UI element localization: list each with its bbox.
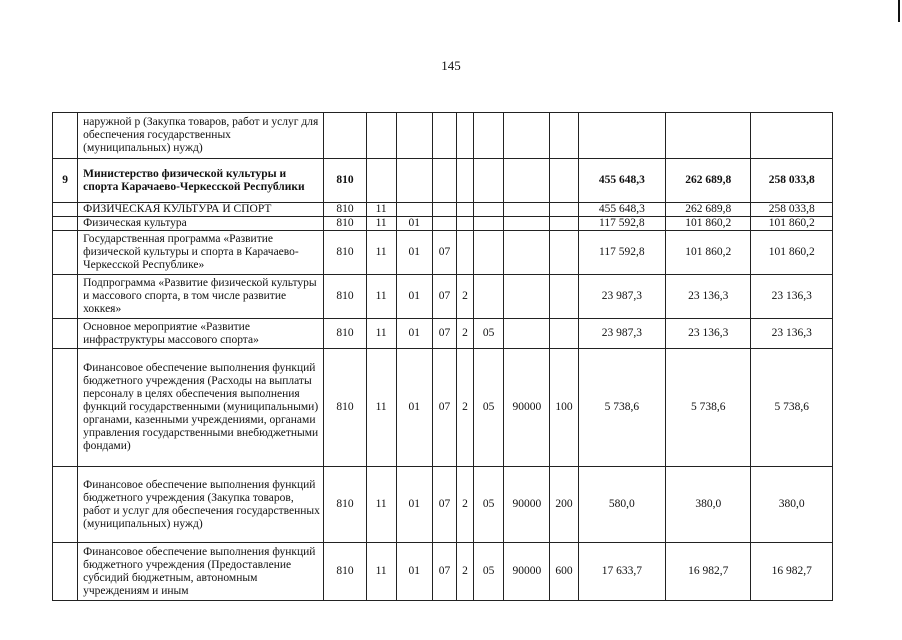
direction-code-cell: 90000 (504, 349, 550, 467)
row-name-cell: Подпрограмма «Развитие физической культуры и массового спорта, в том числе развитие хоккея» (78, 275, 324, 319)
measure-code-cell (474, 231, 504, 275)
subprogram-code-cell: 2 (457, 319, 474, 349)
amount-year3-cell: 258 033,8 (751, 203, 833, 217)
subprogram-code-cell (457, 113, 474, 159)
row-name-cell: наружной р (Закупка товаров, работ и услуг для обеспечения государственных (муниципальных) нужд) (78, 113, 324, 159)
measure-code-cell: 05 (474, 349, 504, 467)
subprogram-code-cell: 2 (457, 349, 474, 467)
table-row (53, 231, 833, 275)
amount-year2-cell (666, 113, 751, 159)
subsection-code-cell: 01 (396, 467, 432, 543)
row-name-cell: Физическая культура (78, 217, 324, 231)
subprogram-code-cell: 2 (457, 543, 474, 601)
subsection-code-cell: 01 (396, 275, 432, 319)
grbs-code-cell: 810 (324, 203, 366, 217)
section-code-cell: 11 (366, 543, 396, 601)
measure-code-cell: 05 (474, 319, 504, 349)
program-code-cell (432, 159, 456, 203)
amount-year1-cell: 17 633,7 (578, 543, 665, 601)
table-row (53, 543, 833, 601)
table-row (53, 319, 833, 349)
subsection-code-cell: 01 (396, 231, 432, 275)
subsection-code-cell: 01 (396, 217, 432, 231)
amount-year2-cell: 101 860,2 (666, 217, 751, 231)
section-code-cell: 11 (366, 319, 396, 349)
section-code-cell: 11 (366, 467, 396, 543)
measure-code-cell (474, 203, 504, 217)
expense-type-cell (550, 159, 578, 203)
grbs-code-cell: 810 (324, 159, 366, 203)
amount-year2-cell: 23 136,3 (666, 275, 751, 319)
table-row (53, 217, 833, 231)
subprogram-code-cell (457, 203, 474, 217)
row-number-cell (53, 349, 78, 467)
direction-code-cell: 90000 (504, 543, 550, 601)
measure-code-cell (474, 275, 504, 319)
amount-year2-cell: 262 689,8 (666, 159, 751, 203)
expense-type-cell (550, 217, 578, 231)
row-number-cell (53, 543, 78, 601)
program-code-cell: 07 (432, 275, 456, 319)
subprogram-code-cell (457, 217, 474, 231)
row-name-cell: Финансовое обеспечение выполнения функций бюджетного учреждения (Расходы на выплаты персоналу в целях обеспечения выполнения функций государственными (муниципальными) органами, казенными учреждениями, органами управления государственными внебюджетными фондами) (78, 349, 324, 467)
grbs-code-cell: 810 (324, 467, 366, 543)
amount-year1-cell: 117 592,8 (578, 231, 665, 275)
scan-edge-mark (898, 0, 900, 22)
amount-year1-cell: 23 987,3 (578, 319, 665, 349)
grbs-code-cell: 810 (324, 349, 366, 467)
amount-year1-cell (578, 113, 665, 159)
program-code-cell: 07 (432, 467, 456, 543)
row-number-cell (53, 319, 78, 349)
row-number-cell (53, 217, 78, 231)
table-row (53, 349, 833, 467)
program-code-cell: 07 (432, 349, 456, 467)
amount-year2-cell: 380,0 (666, 467, 751, 543)
amount-year2-cell: 262 689,8 (666, 203, 751, 217)
program-code-cell (432, 217, 456, 231)
section-code-cell: 11 (366, 275, 396, 319)
table-row (53, 203, 833, 217)
subsection-code-cell: 01 (396, 319, 432, 349)
direction-code-cell: 90000 (504, 467, 550, 543)
row-number-cell (53, 275, 78, 319)
expense-type-cell (550, 203, 578, 217)
table-row (53, 467, 833, 543)
table-row (53, 275, 833, 319)
amount-year3-cell: 23 136,3 (751, 275, 833, 319)
row-name-cell: Основное мероприятие «Развитие инфраструктуры массового спорта» (78, 319, 324, 349)
direction-code-cell (504, 159, 550, 203)
row-number-cell: 9 (53, 159, 78, 203)
amount-year1-cell: 117 592,8 (578, 217, 665, 231)
subsection-code-cell: 01 (396, 543, 432, 601)
program-code-cell (432, 203, 456, 217)
amount-year3-cell: 5 738,6 (751, 349, 833, 467)
row-number-cell (53, 113, 78, 159)
direction-code-cell (504, 113, 550, 159)
amount-year3-cell: 23 136,3 (751, 319, 833, 349)
amount-year1-cell: 23 987,3 (578, 275, 665, 319)
grbs-code-cell: 810 (324, 231, 366, 275)
direction-code-cell (504, 275, 550, 319)
amount-year3-cell: 101 860,2 (751, 217, 833, 231)
amount-year1-cell: 580,0 (578, 467, 665, 543)
measure-code-cell: 05 (474, 467, 504, 543)
amount-year2-cell: 101 860,2 (666, 231, 751, 275)
grbs-code-cell: 810 (324, 275, 366, 319)
row-name-cell: ФИЗИЧЕСКАЯ КУЛЬТУРА И СПОРТ (78, 203, 324, 217)
expense-type-cell: 600 (550, 543, 578, 601)
program-code-cell: 07 (432, 543, 456, 601)
grbs-code-cell: 810 (324, 543, 366, 601)
row-name-cell: Финансовое обеспечение выполнения функций бюджетного учреждения (Предоставление субсидий бюджетным, автономным учреждениям и иным (78, 543, 324, 601)
subsection-code-cell: 01 (396, 349, 432, 467)
row-number-cell (53, 203, 78, 217)
expense-type-cell (550, 275, 578, 319)
table-row (53, 159, 833, 203)
row-number-cell (53, 467, 78, 543)
subsection-code-cell (396, 203, 432, 217)
measure-code-cell (474, 159, 504, 203)
grbs-code-cell (324, 113, 366, 159)
section-code-cell (366, 159, 396, 203)
page-number: 145 (441, 58, 461, 73)
measure-code-cell (474, 113, 504, 159)
section-code-cell: 11 (366, 217, 396, 231)
amount-year1-cell: 5 738,6 (578, 349, 665, 467)
row-name-cell: Государственная программа «Развитие физической культуры и спорта в Карачаево-Черкесской Республике» (78, 231, 324, 275)
amount-year2-cell: 5 738,6 (666, 349, 751, 467)
expense-type-cell: 200 (550, 467, 578, 543)
subsection-code-cell (396, 113, 432, 159)
measure-code-cell: 05 (474, 543, 504, 601)
amount-year2-cell: 16 982,7 (666, 543, 751, 601)
subprogram-code-cell: 2 (457, 467, 474, 543)
section-code-cell: 11 (366, 203, 396, 217)
expense-type-cell (550, 113, 578, 159)
amount-year3-cell: 16 982,7 (751, 543, 833, 601)
amount-year1-cell: 455 648,3 (578, 203, 665, 217)
row-name-cell: Министерство физической культуры и спорта Карачаево-Черкесской Республики (78, 159, 324, 203)
subsection-code-cell (396, 159, 432, 203)
expense-type-cell: 100 (550, 349, 578, 467)
section-code-cell: 11 (366, 231, 396, 275)
expense-type-cell (550, 319, 578, 349)
budget-table (52, 112, 833, 601)
table-row (53, 113, 833, 159)
program-code-cell (432, 113, 456, 159)
subprogram-code-cell: 2 (457, 275, 474, 319)
amount-year1-cell: 455 648,3 (578, 159, 665, 203)
measure-code-cell (474, 217, 504, 231)
direction-code-cell (504, 203, 550, 217)
section-code-cell (366, 113, 396, 159)
section-code-cell: 11 (366, 349, 396, 467)
grbs-code-cell: 810 (324, 319, 366, 349)
direction-code-cell (504, 231, 550, 275)
row-number-cell (53, 231, 78, 275)
expense-type-cell (550, 231, 578, 275)
subprogram-code-cell (457, 231, 474, 275)
grbs-code-cell: 810 (324, 217, 366, 231)
amount-year3-cell: 258 033,8 (751, 159, 833, 203)
direction-code-cell (504, 217, 550, 231)
program-code-cell: 07 (432, 319, 456, 349)
row-name-cell: Финансовое обеспечение выполнения функций бюджетного учреждения (Закупка товаров, работ и услуг для обеспечения государственных (муниципальных) нужд) (78, 467, 324, 543)
amount-year3-cell (751, 113, 833, 159)
program-code-cell: 07 (432, 231, 456, 275)
direction-code-cell (504, 319, 550, 349)
amount-year3-cell: 380,0 (751, 467, 833, 543)
amount-year3-cell: 101 860,2 (751, 231, 833, 275)
subprogram-code-cell (457, 159, 474, 203)
amount-year2-cell: 23 136,3 (666, 319, 751, 349)
